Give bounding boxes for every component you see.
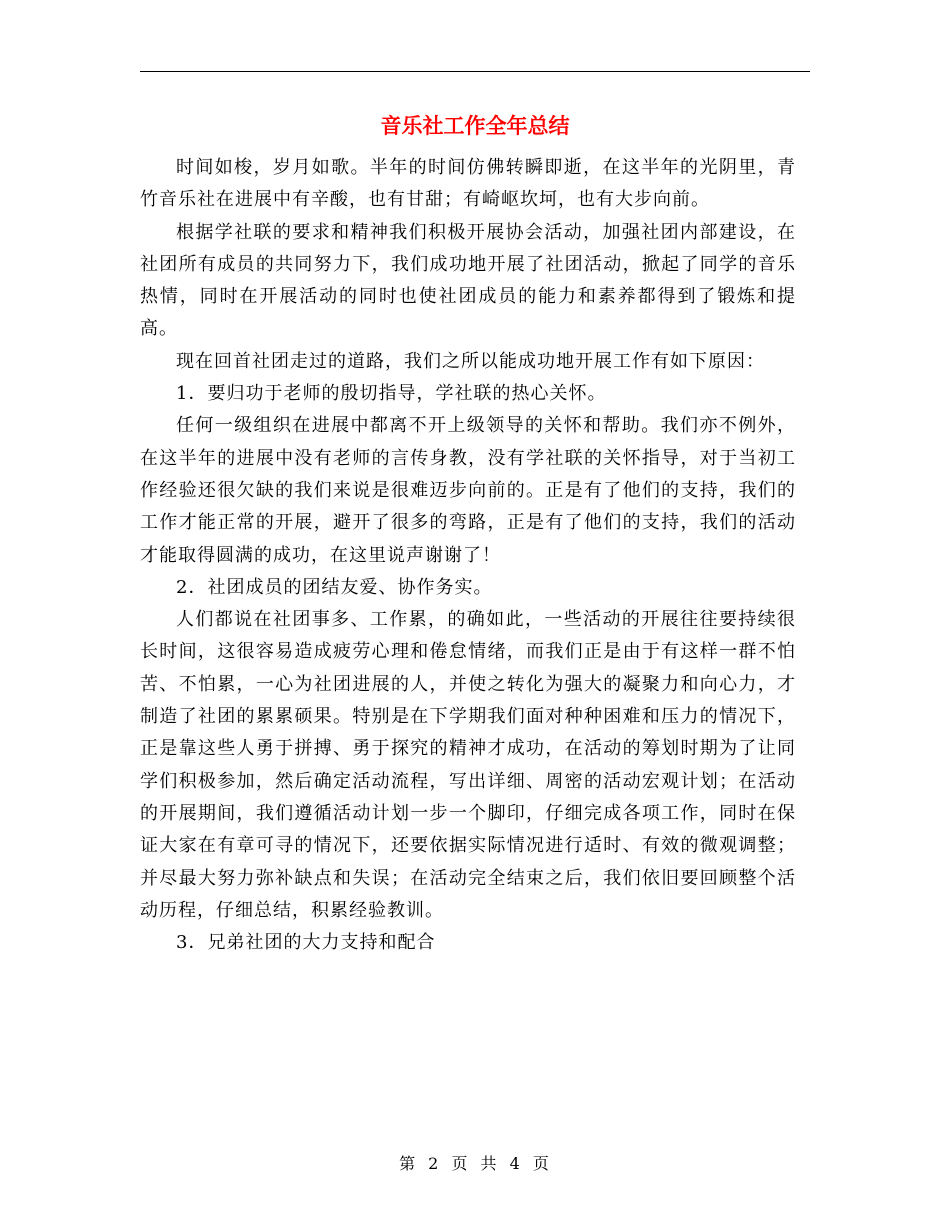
paragraph: 时间如梭，岁月如歌。半年的时间仿佛转瞬即逝，在这半年的光阴里，青竹音乐社在进展中有辛酸，也有甘甜；有崎岖坎坷，也有大步向前。 [140,157,796,211]
page-number-footer: 第 2 页 共 4 页 [399,1154,551,1173]
list-heading: 2．社团成员的团结友爱、协作务实。 [176,576,493,598]
paragraph: 任何一级组织在进展中都离不开上级领导的关怀和帮助。我们亦不例外，在这半年的进展中没有老师的言传身教，没有学社联的关怀指导，对于当初工作经验还很欠缺的我们来说是很难迈步向前的。正是有了他们的支持，我们的工作才能正常的开展，避开了很多的弯路，正是有了他们的支持，我们的活动才能取得圆满的成功，在这里说声谢谢了！ [140,415,796,566]
document-title: 音乐社工作全年总结 [380,114,570,138]
paragraph: 现在回首社团走过的道路，我们之所以能成功地开展工作有如下原因： [176,350,765,372]
list-heading: 1．要归功于老师的殷切指导，学社联的热心关怀。 [176,383,607,405]
header-rule [140,71,810,72]
list-heading: 3．兄弟社团的大力支持和配合 [176,932,436,954]
paragraph: 根据学社联的要求和精神我们积极开展协会活动，加强社团内部建设，在社团所有成员的共同努力下，我们成功地开展了社团活动，掀起了同学的音乐热情，同时在开展活动的同时也使社团成员的能力和素养都得到了锻炼和提高。 [140,221,796,340]
document-body [140,152,796,959]
paragraph: 人们都说在社团事多、工作累，的确如此，一些活动的开展往往要持续很长时间，这很容易造成疲劳心理和倦怠情绪，而我们正是由于有这样一群不怕苦、不怕累，一心为社团进展的人，并使之转化为强大的凝聚力和向心力，才制造了社团的累累硕果。特别是在下学期我们面对种种困难和压力的情况下，正是靠这些人勇于拼搏、勇于探究的精神才成功，在活动的筹划时期为了让同学们积极参加，然后确定活动流程，写出详细、周密的活动宏观计划；在活动的开展期间，我们遵循活动计划一步一个脚印，仔细完成各项工作，同时在保证大家在有章可寻的情况下，还要依据实际情况进行适时、有效的微观调整；并尽最大努力弥补缺点和失误；在活动完全结束之后，我们依旧要回顾整个活动历程，仔细总结，积累经验教训。 [140,609,796,921]
